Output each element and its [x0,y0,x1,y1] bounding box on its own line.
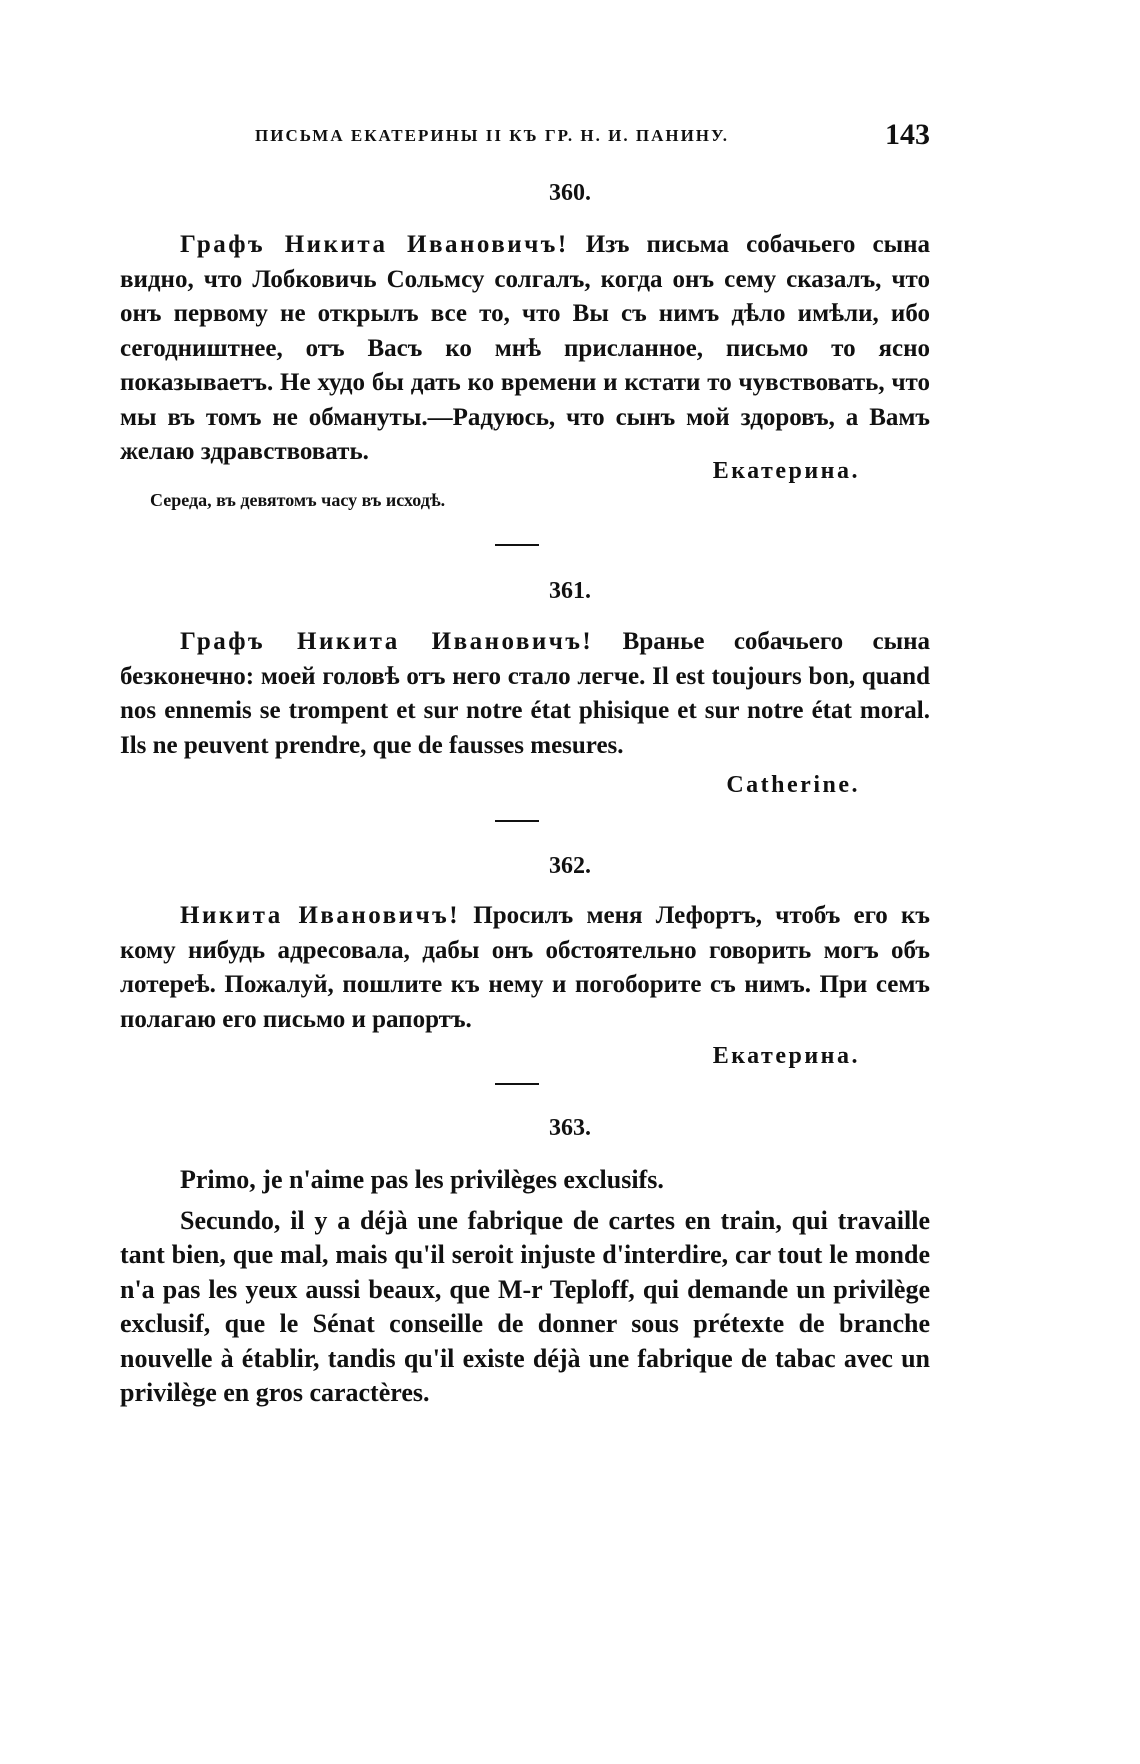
letter-360-signature: Екатерина. [712,458,860,484]
letter-360-text [120,228,930,470]
letter-363-paragraph-1: Primo, je n'aime pas les privilèges exclusifs. [180,1165,664,1194]
separator-rule [495,820,539,822]
letter-361-body: Вранье собачьего сына безконечно: моей головѣ отъ него стало легче. Il est toujours bon, quand nos ennemis se trompent et sur notre état phisique et sur notre état moral. Ils ne peuvent prendre, que de fausses mesures. [120,628,930,759]
letter-360-body: Изъ письма собачьего сына видно, что Лобковичь Сольмсу солгалъ, когда онъ сему сказалъ, что онъ первому не открылъ все то, что Вы съ нимъ дѣло имѣли, ибо сегодништнее, отъ Васъ ко мнѣ присланное, письмо то ясно показываетъ. Не худо бы дать ко времени и кстати то чувствовать, что мы въ томъ не обмануты.—Радуюсь, что сынъ мой здоровъ, а Вамъ желаю здравствовать. [120,231,930,465]
letter-360-dateline: Середа, въ девятомъ часу въ исходѣ. [150,490,446,510]
page-number: 143 [885,118,930,151]
letter-362-paragraph [120,899,930,1037]
letter-number-360: 360. [549,180,591,206]
separator-rule [495,1083,539,1085]
letter-number-363: 363. [549,1115,591,1141]
letter-361-salutation: Графъ Никита Ивановичъ! [180,628,594,655]
letter-361-text [120,625,930,763]
letter-number-362: 362. [549,853,591,879]
letter-362-text [120,899,930,1037]
running-title: ПИСЬМА ЕКАТЕРИНЫ II КЪ ГР. Н. И. ПАНИНУ. [255,126,729,145]
letter-362-body: Просилъ меня Лефортъ, чтобъ его къ кому нибудь адресовала, дабы онъ обстоятельно говорить могъ объ лотереѣ. Пожалуй, пошлите къ нему и погоборите съ нимъ. При семъ полагаю его письмо и рапортъ. [120,902,930,1033]
letter-362-signature: Екатерина. [712,1043,860,1069]
separator-rule [495,544,539,546]
letter-363-paragraph-2: Secundo, il y a déjà une fabrique de cartes en train, qui travaille tant bien, que mal, mais qu'il seroit injuste d'interdire, car tout le monde n'a pas les yeux aussi beaux, que M-r Teploff, qui demande un privilège exclusif, que le Sénat conseille de donner sous prétexte de branche nouvelle à établir, tandis qu'il existe déjà une fabrique de tabac avec un privilège en gros caractères. [120,1205,930,1407]
letter-360-salutation: Графъ Никита Ивановичъ! [180,231,569,258]
letter-360-paragraph [120,228,930,470]
letter-361-paragraph [120,625,930,763]
letter-number-361: 361. [549,578,591,604]
letter-362-salutation: Никита Ивановичъ! [180,902,461,929]
letter-363-text [120,1163,930,1411]
letter-361-signature: Catherine. [726,772,860,798]
